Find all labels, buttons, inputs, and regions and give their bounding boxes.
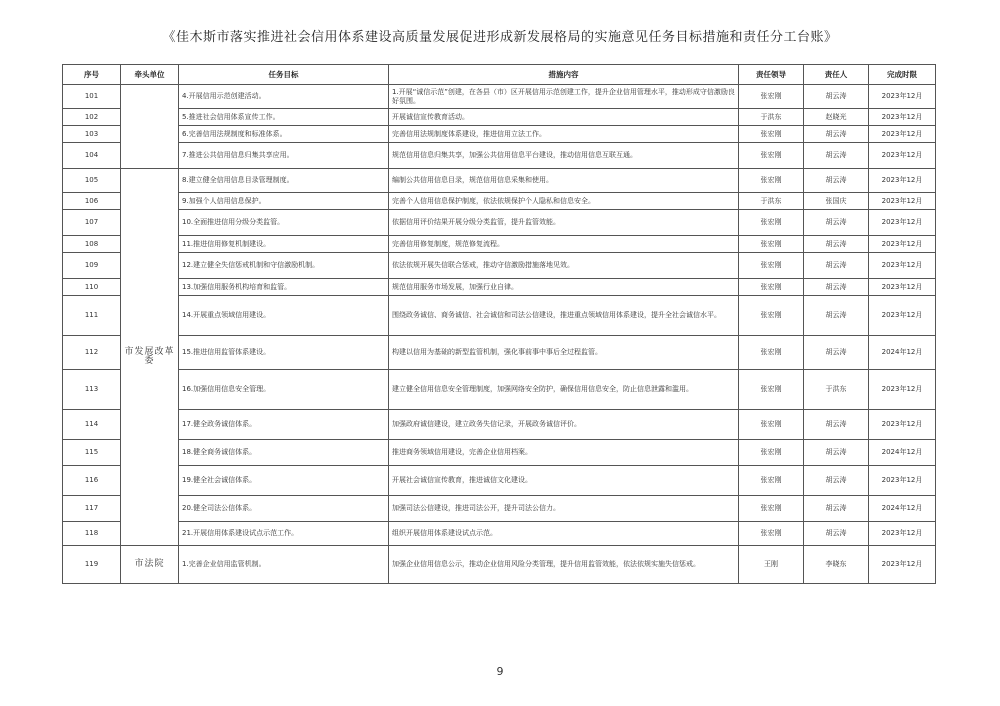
- person-cell: 胡云涛: [804, 143, 869, 169]
- deadline-cell: 2023年12月: [869, 253, 936, 279]
- task-table: [62, 64, 936, 584]
- leader-cell: 张宏刚: [739, 496, 804, 522]
- deadline-cell: 2023年12月: [869, 522, 936, 546]
- measure-cell: 1.开展“诚信示范”创建，在各县（市）区开展信用示范创建工作，提升企业信用管理水平，推动形成守信激励良好氛围。: [389, 85, 739, 109]
- deadline-cell: 2023年12月: [869, 85, 936, 109]
- measure-cell: 依据信用评价结果开展分级分类监管，提升监管效能。: [389, 210, 739, 236]
- table-row: [63, 296, 936, 336]
- deadline-cell: 2023年12月: [869, 193, 936, 210]
- task-cell: 19.健全社会诚信体系。: [179, 466, 389, 496]
- person-cell: 胡云涛: [804, 236, 869, 253]
- person-cell: 胡云涛: [804, 296, 869, 336]
- deadline-cell: 2024年12月: [869, 440, 936, 466]
- leader-cell: 张宏刚: [739, 440, 804, 466]
- measure-cell: 推进商务领域信用建设，完善企业信用档案。: [389, 440, 739, 466]
- task-cell: 1.完善企业信用监管机制。: [179, 546, 389, 584]
- table-row: [63, 496, 936, 522]
- table-row: [63, 466, 936, 496]
- table-row: [63, 143, 936, 169]
- table-body: [63, 85, 936, 584]
- task-cell: 5.推进社会信用体系宣传工作。: [179, 109, 389, 126]
- leader-cell: 王刚: [739, 546, 804, 584]
- leader-cell: 张宏刚: [739, 169, 804, 193]
- measure-cell: 完善信用修复制度，规范修复流程。: [389, 236, 739, 253]
- measure-cell: 规范信用信息归集共享，加强公共信用信息平台建设，推动信用信息互联互通。: [389, 143, 739, 169]
- deadline-cell: 2023年12月: [869, 296, 936, 336]
- person-cell: 胡云涛: [804, 466, 869, 496]
- measure-cell: 编制公共信用信息目录，规范信用信息采集和使用。: [389, 169, 739, 193]
- task-cell: 7.推进公共信用信息归集共享应用。: [179, 143, 389, 169]
- measure-cell: 加强企业信用信息公示，推动企业信用风险分类管理，提升信用监管效能，依法依规实施失信惩戒。: [389, 546, 739, 584]
- header-measure: 措施内容: [389, 65, 739, 85]
- leader-cell: 张宏刚: [739, 126, 804, 143]
- row-number: 112: [63, 336, 121, 370]
- measure-cell: 依法依规开展失信联合惩戒，推动守信激励措施落地见效。: [389, 253, 739, 279]
- measure-cell: 加强司法公信建设，推进司法公开，提升司法公信力。: [389, 496, 739, 522]
- task-cell: 11.推进信用修复机制建设。: [179, 236, 389, 253]
- row-number: 113: [63, 370, 121, 410]
- table-row: [63, 169, 936, 193]
- measure-cell: 完善信用法规制度体系建设，推进信用立法工作。: [389, 126, 739, 143]
- person-cell: 胡云涛: [804, 496, 869, 522]
- table-row: [63, 126, 936, 143]
- deadline-cell: 2023年12月: [869, 169, 936, 193]
- person-cell: 李晓东: [804, 546, 869, 584]
- person-cell: 胡云涛: [804, 253, 869, 279]
- lead-unit-cell: [121, 85, 179, 169]
- deadline-cell: 2023年12月: [869, 546, 936, 584]
- table-row: [63, 85, 936, 109]
- row-number: 114: [63, 410, 121, 440]
- header-lead-unit: 牵头单位: [121, 65, 179, 85]
- leader-cell: 张宏刚: [739, 370, 804, 410]
- deadline-cell: 2023年12月: [869, 236, 936, 253]
- table-row: [63, 193, 936, 210]
- person-cell: 胡云涛: [804, 410, 869, 440]
- task-cell: 9.加强个人信用信息保护。: [179, 193, 389, 210]
- leader-cell: 张宏刚: [739, 253, 804, 279]
- deadline-cell: 2023年12月: [869, 370, 936, 410]
- row-number: 117: [63, 496, 121, 522]
- deadline-cell: 2023年12月: [869, 126, 936, 143]
- task-cell: 6.完善信用法规制度和标准体系。: [179, 126, 389, 143]
- leader-cell: 张宏刚: [739, 410, 804, 440]
- measure-cell: 规范信用服务市场发展，加强行业自律。: [389, 279, 739, 296]
- page-number: 9: [496, 665, 504, 678]
- header-no: 序号: [63, 65, 121, 85]
- row-number: 108: [63, 236, 121, 253]
- task-cell: 20.健全司法公信体系。: [179, 496, 389, 522]
- lead-unit-cell: 市法院: [121, 546, 179, 584]
- task-cell: 21.开展信用体系建设试点示范工作。: [179, 522, 389, 546]
- measure-cell: 加强政府诚信建设，建立政务失信记录，开展政务诚信评价。: [389, 410, 739, 440]
- leader-cell: 张宏刚: [739, 336, 804, 370]
- row-number: 104: [63, 143, 121, 169]
- deadline-cell: 2023年12月: [869, 410, 936, 440]
- person-cell: 胡云涛: [804, 440, 869, 466]
- leader-cell: 张宏刚: [739, 279, 804, 296]
- leader-cell: 张宏刚: [739, 210, 804, 236]
- header-leader: 责任领导: [739, 65, 804, 85]
- leader-cell: 张宏刚: [739, 85, 804, 109]
- deadline-cell: 2023年12月: [869, 143, 936, 169]
- person-cell: 于洪东: [804, 370, 869, 410]
- leader-cell: 于洪东: [739, 109, 804, 126]
- task-cell: 17.健全政务诚信体系。: [179, 410, 389, 440]
- measure-cell: 围绕政务诚信、商务诚信、社会诚信和司法公信建设，推进重点领域信用体系建设，提升全社会诚信水平。: [389, 296, 739, 336]
- person-cell: 胡云涛: [804, 522, 869, 546]
- task-cell: 16.加强信用信息安全管理。: [179, 370, 389, 410]
- row-number: 119: [63, 546, 121, 584]
- deadline-cell: 2024年12月: [869, 496, 936, 522]
- row-number: 116: [63, 466, 121, 496]
- table-row: [63, 109, 936, 126]
- person-cell: 胡云涛: [804, 279, 869, 296]
- task-cell: 18.健全商务诚信体系。: [179, 440, 389, 466]
- table-row: [63, 236, 936, 253]
- measure-cell: 建立健全信用信息安全管理制度，加强网络安全防护，确保信用信息安全，防止信息泄露和滥用。: [389, 370, 739, 410]
- person-cell: 张国庆: [804, 193, 869, 210]
- table-row: [63, 440, 936, 466]
- table-row: [63, 279, 936, 296]
- person-cell: 胡云涛: [804, 85, 869, 109]
- row-number: 111: [63, 296, 121, 336]
- row-number: 106: [63, 193, 121, 210]
- header-task: 任务目标: [179, 65, 389, 85]
- deadline-cell: 2024年12月: [869, 336, 936, 370]
- row-number: 118: [63, 522, 121, 546]
- measure-cell: 组织开展信用体系建设试点示范。: [389, 522, 739, 546]
- person-cell: 胡云涛: [804, 169, 869, 193]
- row-number: 103: [63, 126, 121, 143]
- lead-unit-cell: 市发展改革委: [121, 169, 179, 546]
- leader-cell: 张宏刚: [739, 236, 804, 253]
- measure-cell: 完善个人信用信息保护制度，依法依规保护个人隐私和信息安全。: [389, 193, 739, 210]
- row-number: 102: [63, 109, 121, 126]
- row-number: 109: [63, 253, 121, 279]
- deadline-cell: 2023年12月: [869, 279, 936, 296]
- table-row: [63, 410, 936, 440]
- row-number: 107: [63, 210, 121, 236]
- task-cell: 4.开展信用示范创建活动。: [179, 85, 389, 109]
- task-cell: 10.全面推进信用分级分类监管。: [179, 210, 389, 236]
- measure-cell: 开展诚信宣传教育活动。: [389, 109, 739, 126]
- header-deadline: 完成时限: [869, 65, 936, 85]
- task-cell: 15.推进信用监管体系建设。: [179, 336, 389, 370]
- task-cell: 14.开展重点领域信用建设。: [179, 296, 389, 336]
- measure-cell: 开展社会诚信宣传教育，推进诚信文化建设。: [389, 466, 739, 496]
- task-cell: 12.建立健全失信惩戒机制和守信激励机制。: [179, 253, 389, 279]
- deadline-cell: 2023年12月: [869, 210, 936, 236]
- task-cell: 13.加强信用服务机构培育和监管。: [179, 279, 389, 296]
- row-number: 110: [63, 279, 121, 296]
- measure-cell: 构建以信用为基础的新型监管机制，强化事前事中事后全过程监管。: [389, 336, 739, 370]
- leader-cell: 张宏刚: [739, 296, 804, 336]
- leader-cell: 张宏刚: [739, 466, 804, 496]
- table-row: [63, 546, 936, 584]
- row-number: 115: [63, 440, 121, 466]
- table-row: [63, 336, 936, 370]
- person-cell: 赵晓光: [804, 109, 869, 126]
- table-row: [63, 253, 936, 279]
- leader-cell: 张宏刚: [739, 143, 804, 169]
- leader-cell: 张宏刚: [739, 522, 804, 546]
- task-cell: 8.建立健全信用信息目录管理制度。: [179, 169, 389, 193]
- leader-cell: 于洪东: [739, 193, 804, 210]
- deadline-cell: 2023年12月: [869, 109, 936, 126]
- person-cell: 胡云涛: [804, 126, 869, 143]
- row-number: 101: [63, 85, 121, 109]
- table-row: [63, 370, 936, 410]
- deadline-cell: 2023年12月: [869, 466, 936, 496]
- table-header-row: [63, 65, 936, 85]
- document-title: 《佳木斯市落实推进社会信用体系建设高质量发展促进形成新发展格局的实施意见任务目标措施和责任分工台账》: [162, 30, 838, 45]
- header-person: 责任人: [804, 65, 869, 85]
- table-row: [63, 522, 936, 546]
- person-cell: 胡云涛: [804, 210, 869, 236]
- person-cell: 胡云涛: [804, 336, 869, 370]
- table-row: [63, 210, 936, 236]
- row-number: 105: [63, 169, 121, 193]
